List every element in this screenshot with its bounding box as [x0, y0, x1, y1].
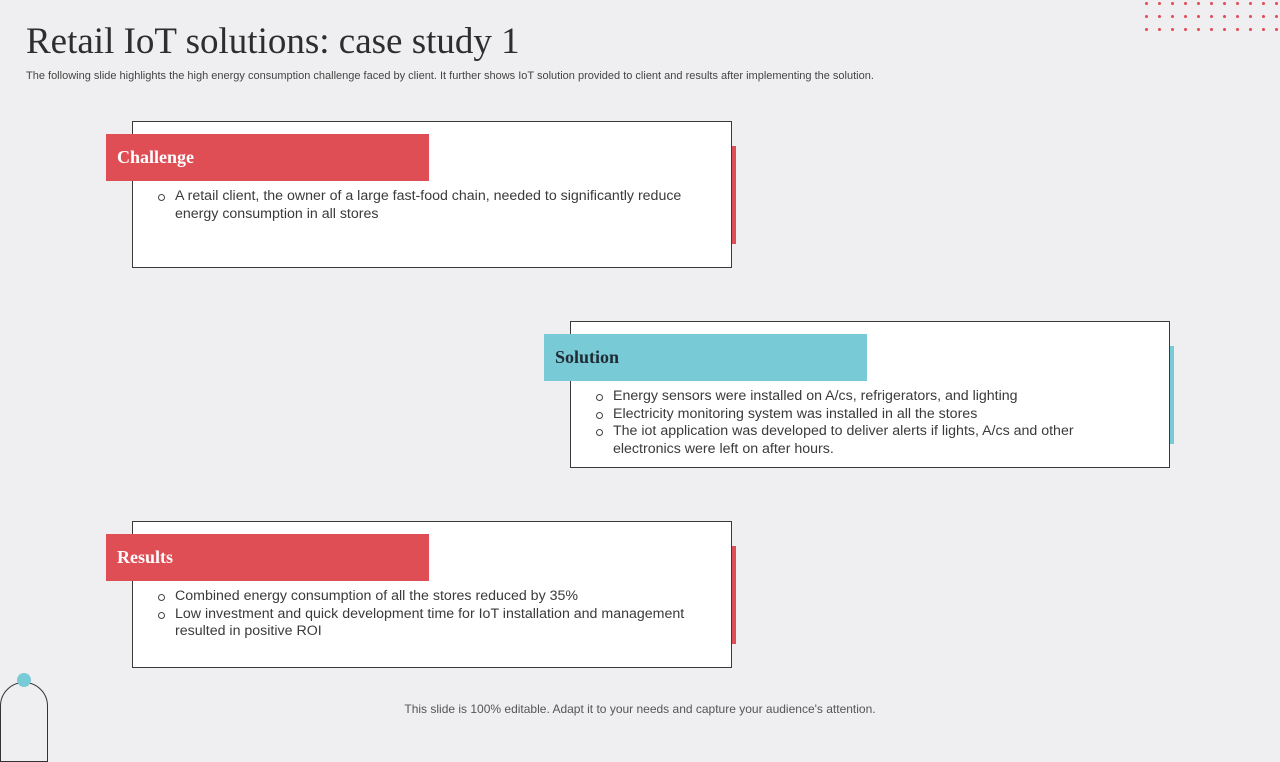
solution-item: The iot application was developed to deliver alerts if lights, A/cs and other electronics were left on after hours.: [593, 423, 1145, 458]
slide-title: Retail IoT solutions: case study 1: [26, 21, 520, 62]
challenge-label: Challenge: [106, 134, 429, 181]
results-list: [155, 588, 707, 641]
results-item: Low investment and quick development time for IoT installation and management resulted in positive ROI: [155, 606, 707, 641]
results-item: Combined energy consumption of all the stores reduced by 35%: [155, 588, 707, 606]
challenge-list: [155, 188, 707, 223]
solution-card: [555, 321, 1170, 468]
results-card: [117, 521, 732, 668]
slide-subtitle: The following slide highlights the high energy consumption challenge faced by client. It further shows IoT solution provided to client and results after implementing the solution.: [26, 70, 874, 82]
results-label: Results: [106, 534, 429, 581]
solution-label: Solution: [544, 334, 867, 381]
challenge-accent-bar: [732, 146, 736, 244]
slide-footer-note: This slide is 100% editable. Adapt it to your needs and capture your audience's attention.: [404, 702, 876, 716]
results-accent-bar: [732, 546, 736, 644]
challenge-item: A retail client, the owner of a large fast-food chain, needed to significantly reduce energy consumption in all stores: [155, 188, 707, 223]
decorative-arc: [0, 682, 48, 762]
decorative-circle: [17, 673, 31, 687]
challenge-card: [117, 121, 732, 268]
solution-item: Energy sensors were installed on A/cs, refrigerators, and lighting: [593, 388, 1145, 406]
solution-item: Electricity monitoring system was installed in all the stores: [593, 406, 1145, 424]
solution-accent-bar: [1170, 346, 1174, 444]
solution-list: [593, 388, 1145, 459]
decorative-dot-grid: [1140, 0, 1280, 36]
